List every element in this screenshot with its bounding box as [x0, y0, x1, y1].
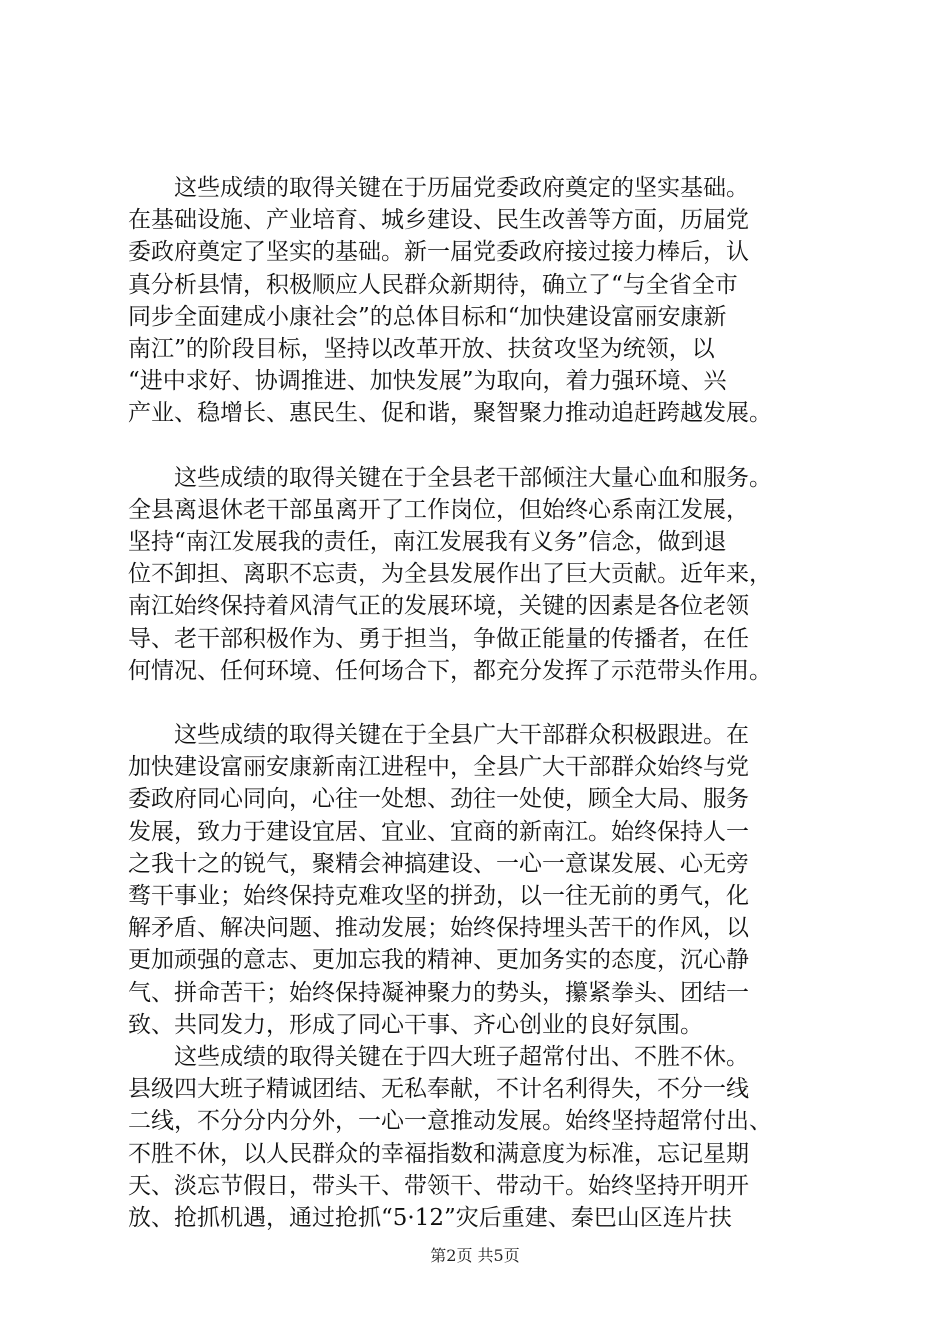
document-body [128, 172, 828, 1234]
paragraph-cadres-masses: 这些成绩的取得关键在于全县广大干部群众积极跟进。在 加快建设富丽安康新南江进程中，全县广大干部群众始终与党 委政府同心同向，心往一处想、劲往一处使，顾全大局、服务 发展，致力于建设宜居、宜业、宜商的新南江。始终保持人一 之我十之的锐气，聚精会神搞建设、一心一意谋发展、心无旁 骛干事业；始终保持克难攻坚的拼劲，以一往无前的勇气，化 解矛盾、解决问题、推动发展；始终保持埋头苦干的作风，以 更加顽强的意志、更加忘我的精神、更加务实的态度，沉心静 气、拼命苦干；始终保持凝神聚力的势头，攥紧拳头、团结一 致、共同发力，形成了同心干事、齐心创业的良好氛围。 [128, 722, 749, 1038]
paragraph-foundation: 这些成绩的取得关键在于历届党委政府奠定的坚实基础。 在基础设施、产业培育、城乡建设、民生改善等方面，历届党 委政府奠定了坚实的基础。新一届党委政府接过接力棒后，认 真分析县情，积极顺应人民群众新期待，确立了“与全省全市 同步全面建成小康社会”的总体目标和“加快建设富丽安康新 南江”的阶段目标，坚持以改革开放、扶贫攻坚为统领，以 “进中求好、协调推进、加快发展”为取向，着力强环境、兴 产业、稳增长、惠民生、促和谐，聚智聚力推动追赶跨越发展。 [128, 175, 772, 427]
paragraph-veteran-cadres: 这些成绩的取得关键在于全县老干部倾注大量心血和服务。 全县离退休老干部虽离开了工作岗位，但始终心系南江发展， 坚持“南江发展我的责任，南江发展我有义务”信念，做到退 位不卸担、离职不忘责，为全县发展作出了巨大贡献。近年来， 南江始终保持着风清气正的发展环境，关键的因素是各位老领 导、老干部积极作为、勇于担当，争做正能量的传播者，在任 何情况、任何环境、任何场合下，都充分发挥了示范带头作用。 [128, 464, 772, 684]
paragraph-leadership-teams: 这些成绩的取得关键在于四大班子超常付出、不胜不休。 县级四大班子精诚团结、无私奉献，不计名利得失，不分一线 二线，不分分内分外，一心一意推动发展。始终坚持超常付出、 不胜不休，以人民群众的幸福指数和满意度为标准，忘记星期 天、淡忘节假日，带头干、带领干、带动干。始终坚持开明开 放、抢抓机遇，通过抢抓“5·12”灾后重建、秦巴山区连片扶 [128, 1044, 772, 1232]
page-number-footer: 第2页 共5页 [430, 1246, 520, 1265]
